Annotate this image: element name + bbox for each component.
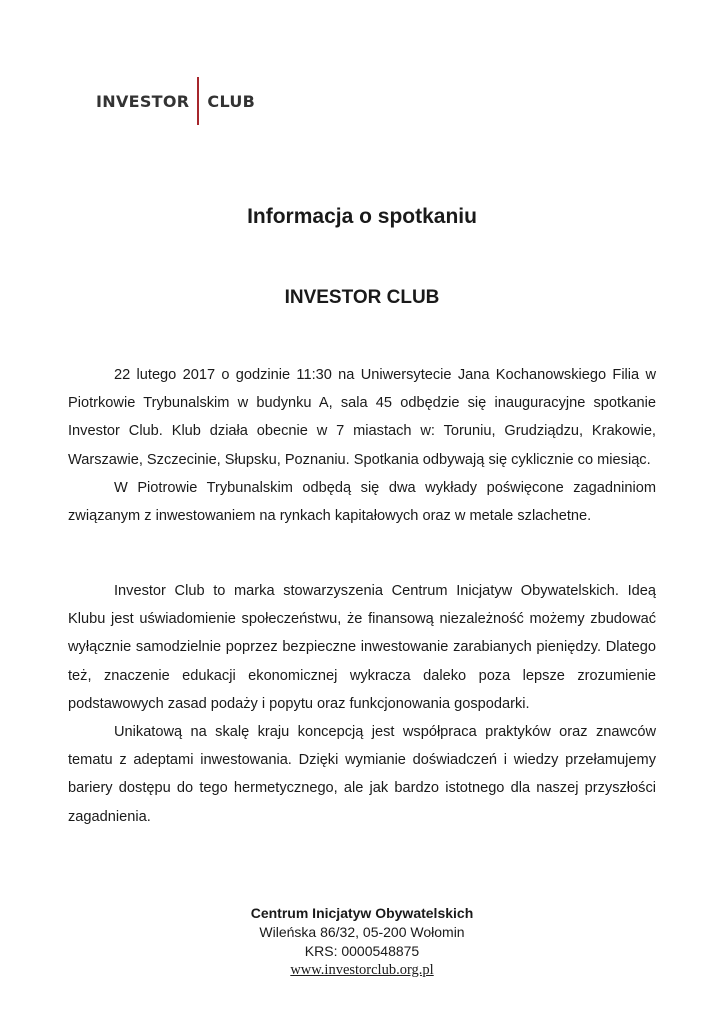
logo-word-investor: INVESTOR	[96, 91, 190, 111]
logo-word-club: CLUB	[207, 91, 256, 111]
paragraph-cooperation: Unikatową na skalę kraju koncepcją jest współpraca praktyków oraz znawców tematu z adeptami inwestowania. Dzięki wymianie doświadczeń i wiedzy przełamujemy bariery dostępu do tego hermetycznego, ale jak bardzo istotnego dla naszej przyszłości zagadnienia.	[68, 724, 656, 825]
body-section-about	[68, 577, 656, 831]
body-section-meeting	[68, 361, 656, 530]
footer-organization: Centrum Inicjatyw Obywatelskich	[250, 905, 474, 921]
paragraph-about-club: Investor Club to marka stowarzyszenia Centrum Inicjatyw Obywatelskich. Ideą Klubu jest uświadomienie społeczeństwu, że finansową niezależność możemy zbudować wyłącznie samodzielnie poprzez bezpieczne inwestowanie zarabianych pieniędzy. Dlatego też, znaczenie edukacji ekonomicznej wykracza daleko poza lepsze zrozumienie podstawowych zasad podaży i popytu oraz funkcjonowania gospodarki.	[68, 583, 656, 712]
footer-website-link[interactable]: www.investorclub.org.pl	[290, 962, 434, 978]
document-subtitle: INVESTOR CLUB	[284, 287, 440, 308]
footer-krs: KRS: 0000548875	[304, 943, 420, 959]
footer	[0, 904, 724, 980]
footer-address: Wileńska 86/32, 05-200 Wołomin	[259, 924, 465, 940]
document-title: Informacja o spotkaniu	[247, 205, 477, 228]
logo-divider	[197, 77, 199, 125]
investor-club-logo	[96, 76, 255, 126]
paragraph-meeting-info: 22 lutego 2017 o godzinie 11:30 na Uniwersytecie Jana Kochanowskiego Filia w Piotrkowie Trybunalskim w budynku A, sala 45 odbędzie się inauguracyjne spotkanie Investor Club. Klub działa obecnie w 7 miastach w: Toruniu, Grudziądzu, Krakowie, Warszawie, Szczecinie, Słupsku, Poznaniu. Spotkania odbywają się cyklicznie co miesiąc.	[68, 367, 656, 468]
paragraph-lectures: W Piotrowie Trybunalskim odbędą się dwa wykłady poświęcone zagadniniom związanym z inwestowaniem na rynkach kapitałowych oraz w metale szlachetne.	[68, 479, 656, 525]
